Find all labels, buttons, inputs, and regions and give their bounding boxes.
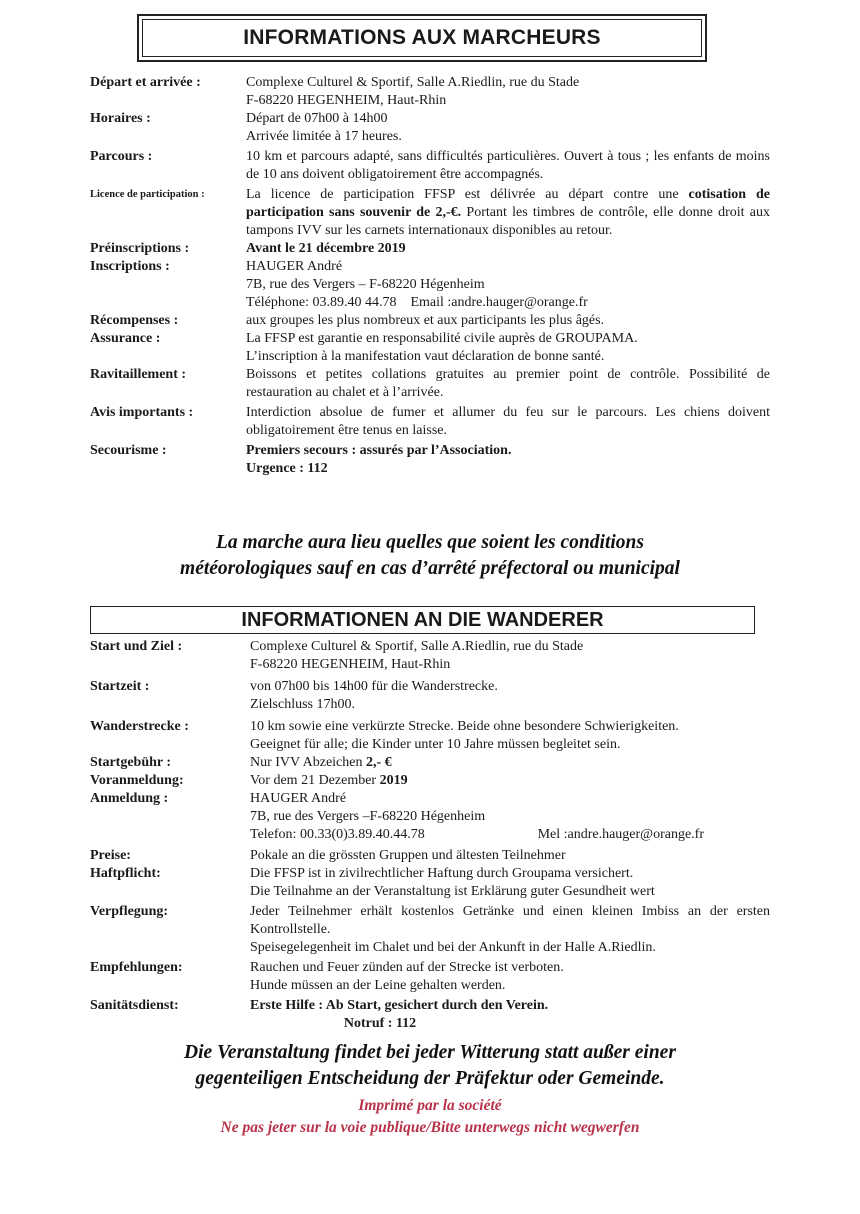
info-row-preise (90, 847, 770, 865)
row-content: La FFSP est garantie en responsabilité civile auprès de GROUPAMA. L’inscription à la manifestation vaut déclaration de bonne santé. (246, 331, 638, 364)
info-row-assurance (90, 330, 770, 366)
row-content: Pokale an die grössten Gruppen und ältesten Teilnehmer (250, 848, 566, 863)
row-label: Startgebühr : (90, 755, 172, 770)
info-row-anmeldung (90, 790, 770, 844)
row-content: Complexe Culturel & Sportif, Salle A.Riedlin, rue du Stade F-68220 HEGENHEIM, Haut-Rhin (246, 75, 580, 108)
info-row-secourisme (90, 442, 770, 478)
contact-name: HAUGER André (246, 259, 343, 274)
row-label: Assurance : (90, 331, 161, 346)
info-row-avis (90, 404, 770, 440)
row-content: Boissons et petites collations gratuites au premier point de contrôle. Possibilité de restauration au chalet et à l’arrivée. (246, 367, 770, 400)
row-content (246, 258, 770, 312)
french-weather-notice: La marche aura lieu quelles que soient les conditions météorologiques sauf en cas d’arrêté préfectoral ou municipal (180, 532, 680, 579)
row-label: Wanderstrecke : (90, 719, 189, 734)
row-label: Parcours : (90, 149, 153, 164)
row-content: Rauchen und Feuer zünden auf der Strecke ist verboten. Hunde müssen an der Leine gehalten werden. (250, 960, 564, 993)
info-row-sanitaet (90, 997, 770, 1015)
row-content: 10 km et parcours adapté, sans difficultés particulières. Ouvert à tous ; les enfants de moins de 10 ans doivent obligatoirement être accompagnés. (246, 149, 770, 182)
row-label: Empfehlungen: (90, 960, 183, 975)
contact-email: Mel :andre.hauger@orange.fr (537, 827, 704, 842)
row-label: Startzeit : (90, 679, 150, 694)
row-label: Haftpflicht: (90, 866, 161, 881)
row-content: 10 km sowie eine verkürzte Strecke. Beide ohne besondere Schwierigkeiten. Geeignet für alle; die Kinder unter 10 Jahre müssen begleitet sein. (250, 719, 679, 752)
info-row-verpflegung (90, 903, 770, 957)
row-content: Die FFSP ist in zivilrechtlicher Haftung durch Groupama versichert. Die Teilnahme an der Veranstaltung ist Erklärung guter Gesundheit wert (250, 866, 655, 899)
notruf-row (90, 1015, 770, 1033)
row-content: Nur IVV Abzeichen 2,- € (250, 755, 392, 770)
row-label: Verpflegung: (90, 904, 169, 919)
row-content: Départ de 07h00 à 14h00 Arrivée limitée à 17 heures. (246, 111, 402, 144)
row-label: Avis importants : (90, 405, 194, 420)
printed-by-note: Imprimé par la société (358, 1097, 502, 1114)
row-label: Ravitaillement : (90, 367, 187, 382)
contact-address: 7B, rue des Vergers –F-68220 Hégenheim (250, 809, 486, 824)
info-row-recompenses (90, 312, 770, 330)
info-row-ravitaillement (90, 366, 770, 402)
info-row-start (90, 638, 770, 674)
row-label: Secourisme : (90, 443, 167, 458)
info-row-depart (90, 74, 770, 110)
info-row-wanderstrecke (90, 718, 770, 754)
row-label: Licence de participation : (90, 189, 205, 200)
row-content: Vor dem 21 Dezember 2019 (250, 773, 408, 788)
row-label: Anmeldung : (90, 791, 169, 806)
info-row-empfehlungen (90, 959, 770, 995)
info-row-horaires (90, 110, 770, 146)
row-label: Sanitätsdienst: (90, 998, 179, 1013)
info-row-licence (90, 186, 770, 240)
info-row-inscriptions (90, 258, 770, 312)
row-label: Récompenses : (90, 313, 179, 328)
german-info-list (90, 638, 770, 1033)
contact-address: 7B, rue des Vergers – F-68220 Hégenheim (246, 277, 485, 292)
row-label: Préinscriptions : (90, 241, 190, 256)
contact-name: HAUGER André (250, 791, 347, 806)
row-label: Inscriptions : (90, 259, 170, 274)
row-content: Interdiction absolue de fumer et allumer du feu sur le parcours. Les chiens doivent obligatoirement être tenus en laisse. (246, 405, 770, 438)
row-label: Départ et arrivée : (90, 75, 201, 90)
german-section-title: INFORMATIONEN AN DIE WANDERER (90, 606, 755, 634)
row-label: Voranmeldung: (90, 773, 184, 788)
no-litter-note: Ne pas jeter sur la voie publique/Bitte unterwegs nicht wegwerfen (220, 1119, 640, 1136)
row-content: von 07h00 bis 14h00 für die Wanderstrecke. Zielschluss 17h00. (250, 679, 498, 712)
contact-phone: Telefon: 00.33(0)3.89.40.44.78 (250, 827, 425, 842)
french-info-list (90, 74, 770, 478)
contact-phone: Téléphone: 03.89.40 44.78 (246, 295, 397, 310)
row-content: Premiers secours : assurés par l’Association. Urgence : 112 (246, 443, 512, 476)
row-content: Erste Hilfe : Ab Start, gesichert durch den Verein. (250, 998, 549, 1013)
row-content: Complexe Culturel & Sportif, Salle A.Riedlin, rue du Stade F-68220 HEGENHEIM, Haut-Rhin (250, 639, 584, 672)
info-row-startgebuehr (90, 754, 770, 772)
info-row-voranmeldung (90, 772, 770, 790)
german-weather-notice: Die Veranstaltung findet bei jeder Witterung statt außer einer gegenteiligen Entscheidung der Präfektur oder Gemeinde. (184, 1042, 676, 1089)
row-label: Preise: (90, 848, 131, 863)
contact-email: Email :andre.hauger@orange.fr (410, 295, 588, 310)
french-section-title: INFORMATIONS AUX MARCHEURS (137, 14, 707, 62)
info-row-haftpflicht (90, 865, 770, 901)
row-content: Avant le 21 décembre 2019 (246, 241, 406, 256)
row-content: Jeder Teilnehmer erhält kostenlos Getränke und einen kleinen Imbiss an der ersten Kontrollstelle. Speisegelegenheit im Chalet und bei der Ankunft in der Halle A.Riedlin. (250, 904, 770, 955)
info-row-parcours (90, 148, 770, 184)
row-content: aux groupes les plus nombreux et aux participants les plus âgés. (246, 313, 605, 328)
row-content: La licence de participation FFSP est délivrée au départ contre une cotisation de participation sans souvenir de 2,-€. Portant les timbres de contrôle, elle donne droit aux tampons IVV sur les carnets internationaux disponibles au retour. (246, 187, 770, 238)
row-content (250, 790, 770, 844)
notruf-number: Notruf : 112 (343, 1016, 417, 1031)
row-label: Horaires : (90, 111, 151, 126)
info-row-startzeit (90, 678, 770, 714)
row-label: Start und Ziel : (90, 639, 183, 654)
info-row-preinscriptions (90, 240, 770, 258)
